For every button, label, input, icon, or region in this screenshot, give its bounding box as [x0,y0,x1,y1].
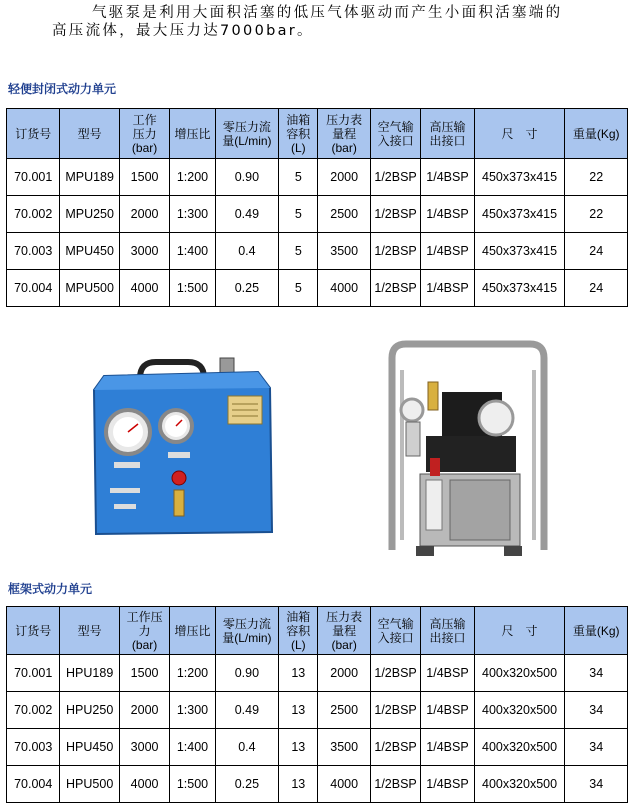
table-cell: 3500 [318,729,370,766]
table-cell: 1/4BSP [421,655,474,692]
table-row [7,233,628,270]
table-cell: 70.003 [7,233,60,270]
table-cell: 24 [565,233,628,270]
column-header: 高压输 出接口 [421,109,474,159]
table-cell: 5 [279,196,318,233]
column-header: 增压比 [170,607,215,655]
column-header: 油箱 容积 (L) [279,607,318,655]
table-cell: 1/2BSP [370,270,420,307]
table-cell: 70.002 [7,196,60,233]
table-cell: 1/4BSP [421,196,474,233]
table-cell: 0.90 [215,655,279,692]
column-header: 订货号 [7,607,60,655]
table-cell: 1:500 [170,766,215,803]
table-cell: 4000 [318,766,370,803]
table-cell: MPU500 [60,270,119,307]
intro-paragraph [52,4,622,40]
table-cell: 4000 [119,766,169,803]
table-row [7,270,628,307]
table-cell: 70.003 [7,729,60,766]
table-cell: MPU189 [60,159,119,196]
table-cell: 1/2BSP [370,729,420,766]
table-cell: 4000 [318,270,370,307]
table-row [7,692,628,729]
table-cell: 22 [565,159,628,196]
table-cell: 70.004 [7,270,60,307]
column-header: 高压输 出接口 [421,607,474,655]
table-cell: 2500 [318,692,370,729]
red-control-knob [172,471,186,485]
table-row [7,766,628,803]
column-header: 型号 [60,109,119,159]
table-cell: 5 [279,159,318,196]
table-cell: 3000 [119,233,169,270]
table-cell: 34 [565,692,628,729]
table-cell: 2500 [318,196,370,233]
enclosed-power-unit-photo [88,356,274,536]
table-header-row [7,109,628,159]
section-title-frame: 框架式动力单元 [8,582,93,596]
table-cell: 400x320x500 [474,766,565,803]
table-cell: 450x373x415 [474,159,565,196]
table-cell: 1:300 [170,196,215,233]
table-cell: 400x320x500 [474,729,565,766]
table-cell: HPU250 [60,692,119,729]
table-row [7,655,628,692]
section-title-enclosed: 轻便封闭式动力单元 [8,82,117,96]
table-cell: 1/4BSP [421,729,474,766]
outlet-valve [174,490,184,516]
intro-line-1: 气驱泵是利用大面积活塞的低压气体驱动而产生小面积活塞端的 [92,5,563,21]
table-header-row [7,607,628,655]
table-cell: 3500 [318,233,370,270]
intro-line-2: 高压流体，最大压力达7000bar。 [52,23,314,39]
table-cell: 0.25 [215,766,279,803]
frame-power-unit-photo [386,340,550,562]
table-cell: 5 [279,270,318,307]
table-cell: 450x373x415 [474,196,565,233]
table-cell: 0.49 [215,196,279,233]
table-cell: 1:500 [170,270,215,307]
table-cell: 70.001 [7,159,60,196]
column-header: 零压力流 量(L/min) [215,607,279,655]
table-cell: 1:200 [170,159,215,196]
table-cell: HPU500 [60,766,119,803]
pressure-gauge [479,401,513,435]
table-cell: 70.004 [7,766,60,803]
table-cell: MPU450 [60,233,119,270]
table-cell: 34 [565,766,628,803]
table-cell: 13 [279,766,318,803]
table-cell: 70.001 [7,655,60,692]
table-cell: 13 [279,655,318,692]
table-cell: 2000 [318,159,370,196]
table-cell: HPU189 [60,655,119,692]
table-cell: 1/2BSP [370,692,420,729]
table-cell: 1:400 [170,729,215,766]
column-header: 尺 寸 [474,109,565,159]
table-cell: 34 [565,729,628,766]
table-cell: 1500 [119,655,169,692]
table-cell: 1/2BSP [370,196,420,233]
spec-table-frame [6,606,628,803]
column-header: 工作压 力 (bar) [119,607,169,655]
column-header: 重量(Kg) [565,607,628,655]
column-header: 增压比 [170,109,215,159]
column-header: 空气输 入接口 [370,109,420,159]
table-cell: 0.4 [215,729,279,766]
table-cell: 400x320x500 [474,692,565,729]
table-cell: 450x373x415 [474,233,565,270]
table-cell: 1/2BSP [370,233,420,270]
table-cell: 1/2BSP [370,655,420,692]
table-cell: 70.002 [7,692,60,729]
table-cell: 2000 [318,655,370,692]
table-cell: MPU250 [60,196,119,233]
table-cell: 1:400 [170,233,215,270]
column-header: 零压力流 量(L/min) [215,109,279,159]
table-cell: 0.49 [215,692,279,729]
column-header: 重量(Kg) [565,109,628,159]
table-cell: 450x373x415 [474,270,565,307]
table-row [7,196,628,233]
column-header: 油箱 容积 (L) [279,109,318,159]
table-cell: 4000 [119,270,169,307]
column-header: 尺 寸 [474,607,565,655]
table-cell: 1:300 [170,692,215,729]
table-cell: 13 [279,729,318,766]
table-row [7,159,628,196]
table-cell: 1/2BSP [370,766,420,803]
column-header: 工作 压力 (bar) [119,109,169,159]
column-header: 压力表 量程 (bar) [318,109,370,159]
column-header: 空气输 入接口 [370,607,420,655]
table-cell: 1/4BSP [421,233,474,270]
table-cell: 5 [279,233,318,270]
table-cell: 22 [565,196,628,233]
table-cell: 0.4 [215,233,279,270]
table-cell: 400x320x500 [474,655,565,692]
table-cell: 1/4BSP [421,270,474,307]
table-cell: 1/4BSP [421,692,474,729]
table-cell: 1:200 [170,655,215,692]
table-cell: 1/2BSP [370,159,420,196]
table-cell: 13 [279,692,318,729]
table-cell: 34 [565,655,628,692]
table-row [7,729,628,766]
table-cell: 0.90 [215,159,279,196]
table-cell: 0.25 [215,270,279,307]
air-filter-regulator [406,422,420,456]
column-header: 压力表 量程 (bar) [318,607,370,655]
table-cell: 3000 [119,729,169,766]
table-cell: 2000 [119,692,169,729]
table-cell: 1/4BSP [421,766,474,803]
column-header: 型号 [60,607,119,655]
table-cell: 1500 [119,159,169,196]
table-cell: 2000 [119,196,169,233]
table-cell: HPU450 [60,729,119,766]
spec-table-enclosed [6,108,628,307]
column-header: 订货号 [7,109,60,159]
table-cell: 1/4BSP [421,159,474,196]
table-cell: 24 [565,270,628,307]
